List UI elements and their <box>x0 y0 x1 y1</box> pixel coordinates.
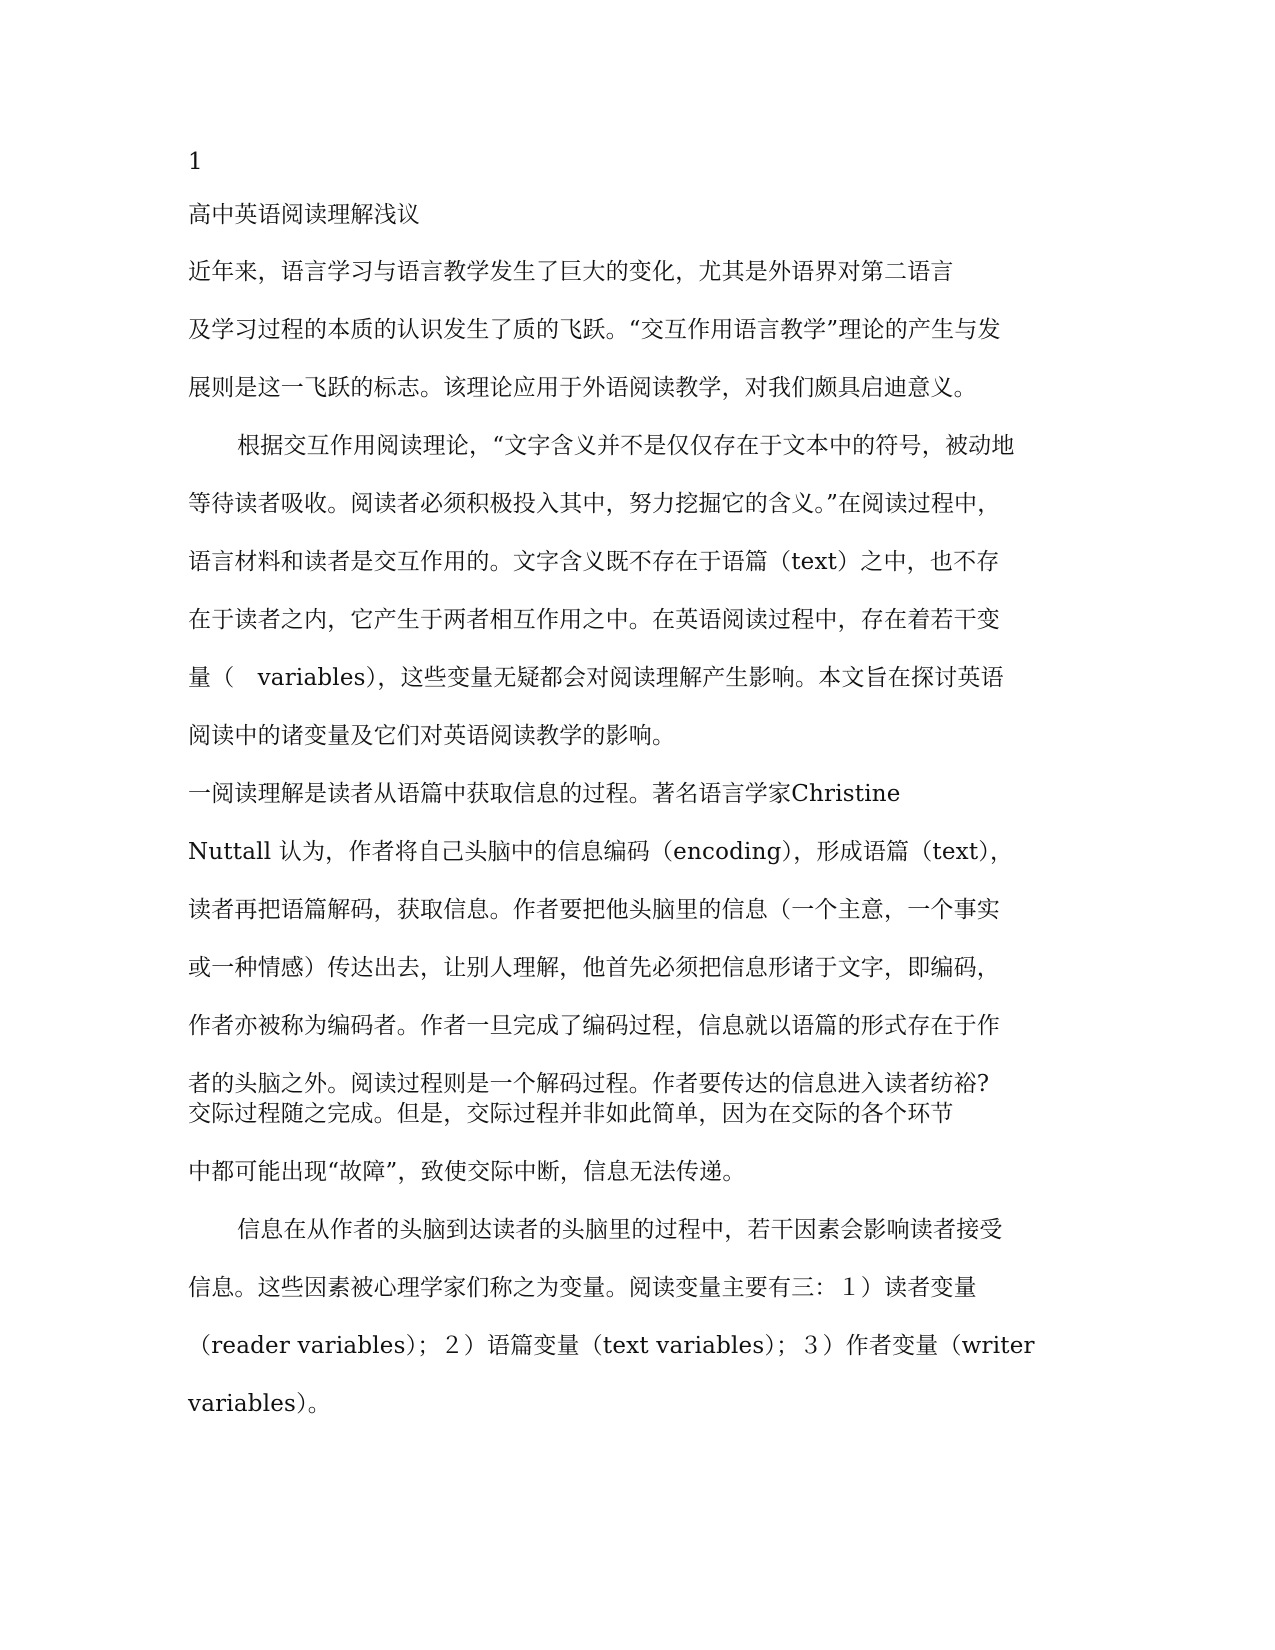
body-line: 阅读中的诸变量及它们对英语阅读教学的影响。 <box>188 723 676 749</box>
body-line: 一阅读理解是读者从语篇中获取信息的过程。著名语言学家Christine <box>188 781 901 807</box>
body-line: 根据交互作用阅读理论，“文字含义并不是仅仅存在于文本中的符号，被动地 <box>237 433 1015 459</box>
body-line: 等待读者吸收。阅读者必须积极投入其中，努力挖掘它的含义。”在阅读过程中， <box>188 491 1001 517</box>
body-line: 近年来，语言学习与语言教学发生了巨大的变化，尤其是外语界对第二语言 <box>188 259 954 285</box>
body-line: 展则是这一飞跃的标志。该理论应用于外语阅读教学，对我们颇具启迪意义。 <box>188 375 977 401</box>
body-line: 中都可能出现“故障”，致使交际中断，信息无法传递。 <box>188 1159 746 1185</box>
body-line: 或一种情感）传达出去，让别人理解，他首先必须把信息形诸于文字，即编码， <box>188 955 1000 981</box>
body-line: （reader variables）；２）语篇变量（text variables）；３）作者变量（writer <box>188 1333 1035 1359</box>
body-line: variables）。 <box>188 1391 331 1417</box>
body-line: 作者亦被称为编码者。作者一旦完成了编码过程，信息就以语篇的形式存在于作 <box>188 1013 1000 1039</box>
body-line: Nuttall 认为，作者将自己头脑中的信息编码（encoding），形成语篇（text）， <box>188 839 1014 865</box>
body-line: 者的头脑之外。阅读过程则是一个解码过程。作者要传达的信息进入读者纺裕? <box>188 1071 990 1097</box>
body-line: 交际过程随之完成。但是，交际过程并非如此简单，因为在交际的各个环节 <box>188 1101 954 1127</box>
document-title: 高中英语阅读理解浅议 <box>188 202 420 228</box>
body-line: 及学习过程的本质的认识发生了质的飞跃。“交互作用语言教学”理论的产生与发 <box>188 317 1001 343</box>
body-line: 信息在从作者的头脑到达读者的头脑里的过程中，若干因素会影响读者接受 <box>237 1217 1003 1243</box>
body-line: 信息。这些因素被心理学家们称之为变量。阅读变量主要有三：１）读者变量 <box>188 1275 977 1301</box>
body-line: 读者再把语篇解码，获取信息。作者要把他头脑里的信息（一个主意，一个事实 <box>188 897 1000 923</box>
body-line: 量（ variables），这些变量无疑都会对阅读理解产生影响。本文旨在探讨英语 <box>188 665 1004 691</box>
body-line: 在于读者之内，它产生于两者相互作用之中。在英语阅读过程中，存在着若干变 <box>188 607 1000 633</box>
body-line: 语言材料和读者是交互作用的。文字含义既不存在于语篇（text）之中，也不存 <box>188 549 1000 575</box>
page-number: 1 <box>188 149 203 175</box>
